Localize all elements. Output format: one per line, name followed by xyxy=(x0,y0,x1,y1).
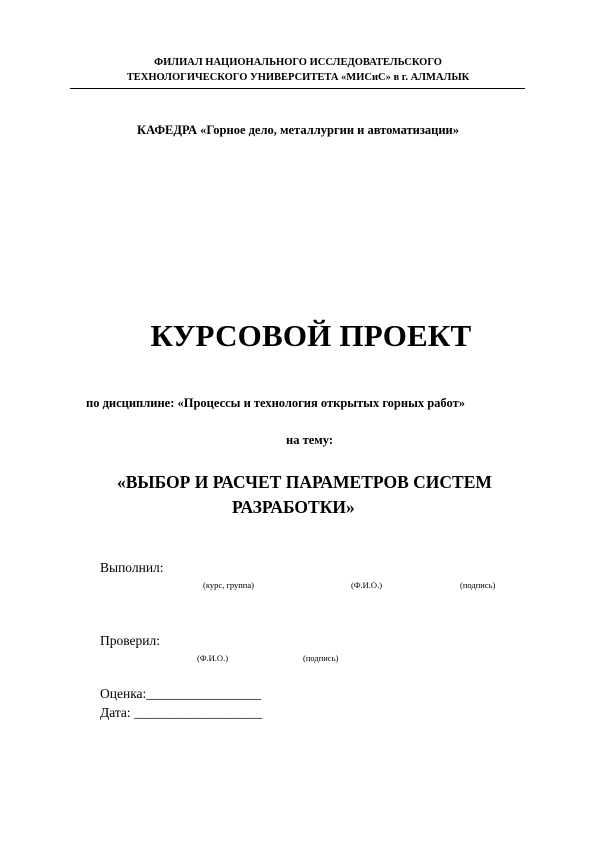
date-field: Дата: ___________________ xyxy=(100,705,263,720)
discipline-line: по дисциплине: «Процессы и технология открытых горных работ» xyxy=(86,396,465,410)
performed-signature-hint: (подпись) xyxy=(460,580,496,590)
performed-by-label: Выполнил: xyxy=(100,560,164,575)
grade-field: Оценка:_________________ xyxy=(100,686,262,701)
department-name: КАФЕДРА «Горное дело, металлургии и автоматизации» xyxy=(137,123,459,137)
institution-name-line-2: ТЕХНОЛОГИЧЕСКОГО УНИВЕРСИТЕТА «МИСиС» в г. АЛМАЛЫК xyxy=(126,72,470,83)
header-underline xyxy=(70,88,525,89)
document-title: КУРСОВОЙ ПРОЕКТ xyxy=(150,318,472,353)
institution-name-line-1: ФИЛИАЛ НАЦИОНАЛЬНОГО ИССЛЕДОВАТЕЛЬСКОГО xyxy=(154,57,442,68)
performed-name-hint: (Ф.И.О.) xyxy=(351,580,383,590)
topic-line-2: РАЗРАБОТКИ» xyxy=(232,497,355,517)
topic-line-1: «ВЫБОР И РАСЧЕТ ПАРАМЕТРОВ СИСТЕМ xyxy=(117,472,492,492)
performed-group-hint: (курс, группа) xyxy=(203,580,254,590)
topic-label: на тему: xyxy=(286,433,334,447)
checked-signature-hint: (подпись) xyxy=(303,653,339,663)
checked-by-label: Проверил: xyxy=(100,633,160,648)
checked-name-hint: (Ф.И.О.) xyxy=(197,653,229,663)
